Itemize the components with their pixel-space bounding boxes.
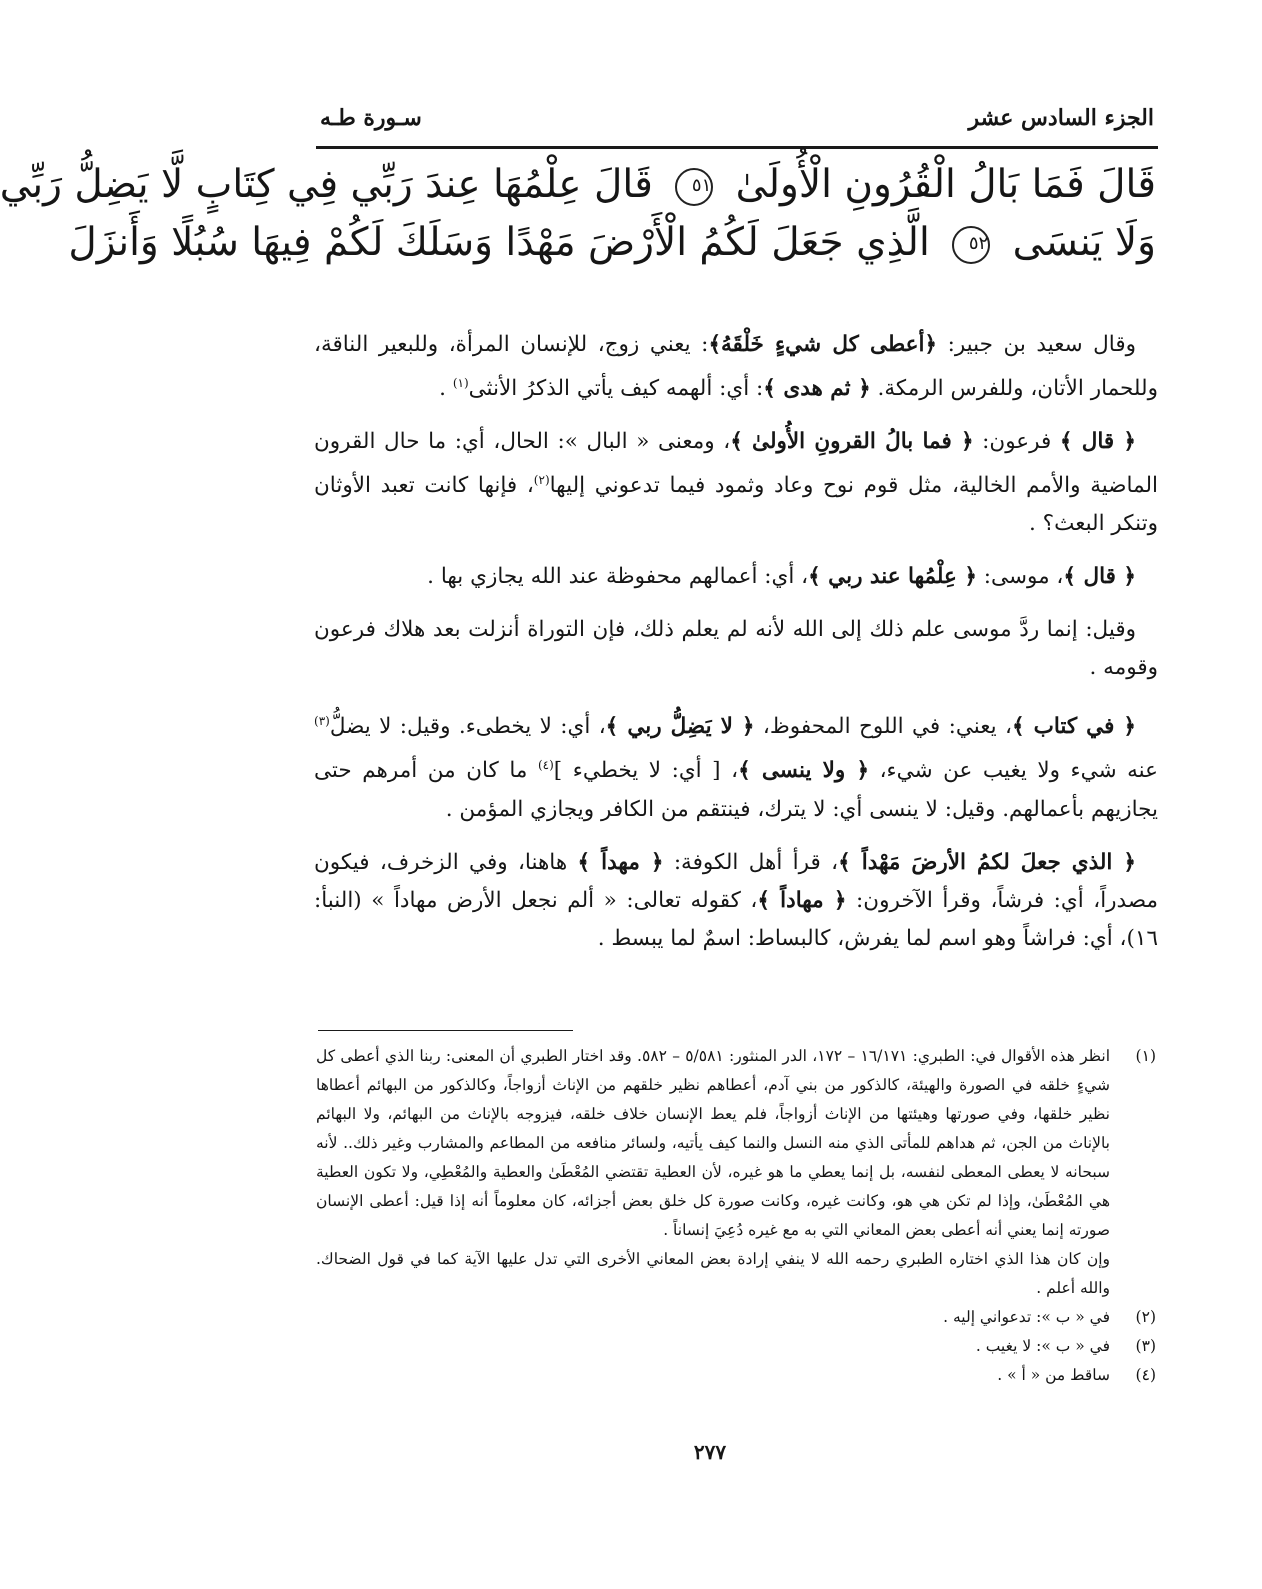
footnote-number: (٤) — [1135, 1366, 1156, 1384]
footnote-4 — [316, 1361, 1156, 1390]
page-number: ٢٧٧ — [693, 1440, 727, 1464]
footnote-1 — [316, 1042, 1156, 1245]
footnote-ref[interactable]: (٣) — [314, 714, 330, 729]
paragraph — [314, 558, 1158, 596]
text: ، يعني: في اللوح المحفوظ، — [754, 714, 1012, 740]
footnote-text: ساقط من « أ » . — [997, 1366, 1110, 1384]
footnote-separator — [318, 1030, 573, 1031]
paragraph — [314, 702, 1158, 828]
quote: ﴿ لا يَضِلُّ ربي ﴾ — [605, 714, 755, 740]
text: : يعني زوج، للإنسان المرأة، وللبعير الناقة، وللحمار الأتان، وللفرس الرمكة. — [314, 332, 1158, 402]
verse-text: وَلَا يَنسَى — [1012, 220, 1156, 265]
text: . — [439, 376, 453, 402]
running-header — [320, 98, 1154, 138]
paragraph: وقيل: إنما ردَّ موسى علم ذلك إلى الله لأنه لم يعلم ذلك، فإن التوراة أنزلت بعد هلاك فرعون وقومه . — [314, 617, 1158, 681]
quote: ﴿ ولا ينسى ﴾ — [738, 758, 870, 784]
text: : أي: ألهمه كيف يأتي الذكرُ الأنثى — [468, 376, 764, 402]
commentary — [314, 326, 1158, 973]
header-rule — [316, 146, 1158, 149]
quote: ﴿ مهداً ﴾ — [577, 849, 664, 875]
text: هاهنا، وفي الزخرف، فيكون مصدراً، أي: فرشاً، وقرأ الآخرون: — [314, 849, 1158, 913]
text: ، ومعنى « البال »: الحال، أي: ما حال القرون الماضية والأمم الخالية، مثل قوم نوح وعاد وثمود فيما تدعوني إليها — [314, 429, 1158, 499]
quote: ﴿ فما بالُ القرونِ الأُولىٰ ﴾ — [730, 429, 974, 455]
footnote-ref[interactable]: (١) — [452, 376, 469, 390]
footnote-number: (١) — [1135, 1047, 1156, 1065]
ayah-number-marker: ٥١ — [675, 168, 713, 206]
text: ، قرأ أهل الكوفة: — [663, 849, 839, 875]
quote: ﴿أعطى كل شيءٍ خَلْقَهُ﴾ — [708, 332, 938, 357]
paragraph — [314, 326, 1158, 408]
quote: ﴿ قال ﴾ — [1063, 564, 1136, 590]
text: فرعون: — [973, 429, 1060, 455]
verse-text: قَالَ عِلْمُهَا عِندَ رَبِّي فِي كِتَابٍ لَّا يَضِلُّ رَبِّي — [0, 162, 653, 207]
quran-verses — [0, 156, 1156, 272]
footnote-text: في « ب »: تدعواني إليه . — [943, 1308, 1110, 1326]
verse-line-2 — [68, 214, 1156, 272]
quote: ﴿ مهاداً ﴾ — [757, 887, 847, 913]
footnote-3 — [316, 1332, 1156, 1361]
text: ، فإنها كانت تعبد الأوثان وتنكر البعث؟ . — [314, 473, 1158, 537]
surah-title: سـورة طـه — [320, 105, 422, 131]
quote: ﴿ في كتاب ﴾ — [1011, 714, 1136, 740]
text: ما كان من أمرهم حتى يجازيهم بأعمالهم. وقيل: لا ينسى أي: لا يترك، فينتقم من الكافر ويجازي المؤمن . — [314, 758, 1158, 822]
footnote-1-continuation: وإن كان هذا الذي اختاره الطبري رحمه الله لا ينفي إرادة بعض المعاني الأخرى التي تدل عليها الآية كما في قول الضحاك. والله أعلم . — [316, 1250, 1110, 1297]
footnotes — [316, 1042, 1156, 1390]
footnote-number: (٢) — [1135, 1308, 1156, 1326]
verse-text: قَالَ فَمَا بَالُ الْقُرُونِ الْأُولَىٰ — [735, 162, 1156, 207]
text: ، أي: لا يخطىء. وقيل: لا يضلُّ — [329, 714, 606, 740]
quote: ﴿ الذي جعلَ لكمُ الأرضَ مَهْداً ﴾ — [838, 849, 1136, 875]
text: عنه شيء ولا يغيب عن شيء، — [869, 758, 1158, 784]
footnote-text: في « ب »: لا يغيب . — [975, 1337, 1110, 1355]
quote: ﴿ قال ﴾ — [1059, 429, 1137, 455]
quote: ﴿ ثم هدى ﴾ — [763, 376, 871, 402]
ayah-number-marker: ٥٢ — [952, 226, 990, 264]
text: ، أي: أعمالهم محفوظة عند الله يجازي بها . — [427, 564, 809, 590]
footnote-number: (٣) — [1135, 1337, 1156, 1355]
part-title: الجزء السادس عشر — [968, 105, 1154, 131]
text: ، كقوله تعالى: « ألم نجعل الأرض مهاداً » (النبأ: ١٦)، أي: فراشاً وهو اسم لما يفرش، كالبساط: اسمٌ لما يبسط . — [314, 887, 1158, 951]
quote: ﴿ عِلْمُها عند ربي ﴾ — [808, 564, 977, 590]
paragraph — [314, 844, 1158, 958]
footnote-2 — [316, 1303, 1156, 1332]
paragraph — [314, 423, 1158, 543]
verse-line-1 — [0, 156, 1156, 214]
footnote-ref[interactable]: (٢) — [533, 473, 550, 488]
text: ، [ أي: لا يخطيء ] — [553, 758, 739, 784]
verse-text: الَّذِي جَعَلَ لَكُمُ الْأَرْضَ مَهْدًا وَسَلَكَ لَكُمْ فِيهَا سُبُلًا وَأَنزَلَ — [68, 220, 930, 265]
text: وقال سعيد بن جبير: — [937, 332, 1136, 357]
text: ، موسى: — [976, 564, 1064, 590]
footnote-ref[interactable]: (٤) — [537, 758, 554, 773]
footnote-text: انظر هذه الأقوال في: الطبري: ١٦/١٧١ – ١٧٢، الدر المنثور: ٥/٥٨١ – ٥٨٢. وقد اختار الطبري أن المعنى: ربنا الذي أعطى كل شيءٍ خلقه في الصورة والهيئة، كالذكور من بني آدم، أعطاهم نظير خلقهم من الإناث أزواجاً، وكالذكور من البهائم أعطاها نظير خلقها، وفي صورتها وهيئتها من الإناث أزواجاً، فلم يعط الإنسان خلاف خلقه، فيزوجه بالإناث من البهائم، ولا البهائم بالإناث من الجن، ثم هداهم للمأتى الذي منه النسل والنما كيف يأتيه، ولسائر منافعه من المطاعم والمشارب وغير ذلك.. لأنه سبحانه لا يعطى المعطى لنفسه، بل إنما يعطي ما هو غيره، لأن العطية تقتضي المُعْطَىٰ والعطية والمُعْطِي، ولا تكون العطية هي المُعْطَىٰ، وإذا لم تكن هي هو، وكانت غيره، وكانت صورة كل خلق بعض أجزائه، كان معلوماً أنه إذا قيل: أعطى الإنسان صورته إنما يعني أنه أعطى بعض المعاني التي به مع غيره دُعِيَ إنساناً . — [316, 1047, 1111, 1239]
